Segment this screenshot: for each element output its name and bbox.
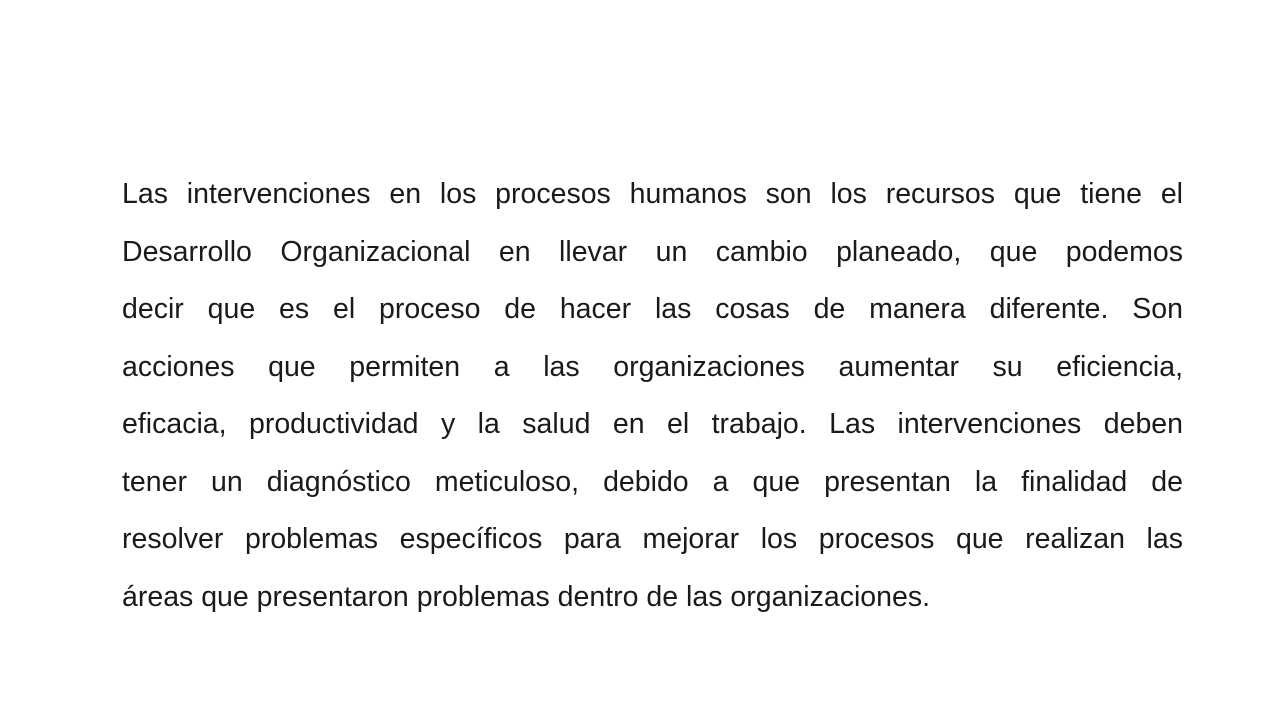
paragraph-line: eficacia, productividad y la salud en el trabajo. Las intervenciones deben	[122, 408, 1183, 440]
paragraph-line: áreas que presentaron problemas dentro de las organizaciones.	[122, 580, 931, 613]
paragraph-line: Desarrollo Organizacional en llevar un cambio planeado, que podemos	[122, 235, 1183, 268]
paragraph-line: decir que es el proceso de hacer las cosas de manera diferente. Son	[122, 293, 1183, 325]
paragraph-line: tener un diagnóstico meticuloso, debido a que presentan la finalidad de	[122, 465, 1183, 498]
body-paragraph	[122, 166, 1183, 626]
paragraph-line: resolver problemas específicos para mejorar los procesos que realizan las	[122, 523, 1183, 555]
paragraph-line: acciones que permiten a las organizaciones aumentar su eficiencia,	[122, 350, 1183, 383]
paragraph-line: Las intervenciones en los procesos humanos son los recursos que tiene el	[122, 178, 1183, 210]
